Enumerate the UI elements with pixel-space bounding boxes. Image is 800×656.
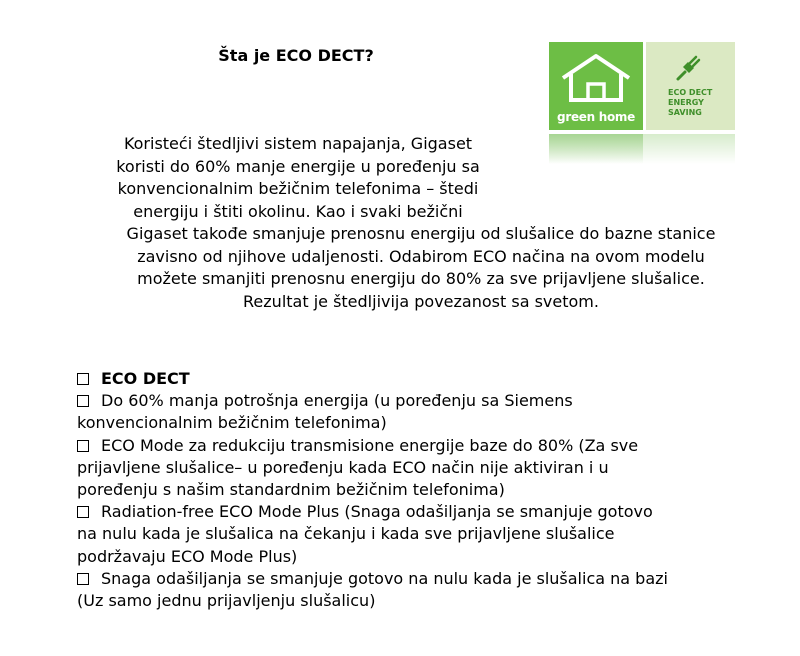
green-home-badge: [549, 42, 643, 130]
intro-line: Gigaset takođe smanjuje prenosnu energiju od slušalice do bazne stanice: [126, 224, 716, 243]
checkbox-icon: [77, 573, 89, 585]
intro-paragraph-bottom: [76, 223, 766, 313]
checkbox-icon: [77, 395, 89, 407]
logo-reflection: [549, 134, 735, 164]
house-icon: [559, 52, 633, 104]
eco-dect-badge: [646, 42, 735, 130]
green-home-text: green home: [557, 110, 635, 124]
intro-line: koristi do 60% manje energije u poređenju sa: [116, 156, 480, 176]
list-item: Do 60% manja potrošnja energija (u poređenju sa Siemens konvencionalnim bežičnim telefonima): [77, 391, 573, 433]
list-item: ECO DECT: [77, 368, 777, 390]
saving-label: SAVING: [668, 108, 702, 117]
checkbox-icon: [77, 440, 89, 452]
intro-line: zavisno od njihove udaljenosti. Odabirom ECO načina na ovom modelu: [137, 246, 705, 266]
intro-paragraph-top: [76, 133, 520, 223]
green-home-eco-dect-logo: [549, 42, 735, 172]
energy-label: ENERGY: [668, 98, 704, 107]
intro-line: Rezultat je štedljivija povezanost sa svetom.: [243, 291, 599, 311]
intro-line: Koristeći štedljivi sistem napajanja, Gigaset: [123, 134, 473, 153]
checkbox-icon: [77, 506, 89, 518]
list-item: Snaga odašiljanja se smanjuje gotovo na nulu kada je slušalica na bazi (Uz samo jednu prijavljenju slušalicu): [77, 568, 668, 611]
plug-icon: [674, 52, 704, 82]
list-item: ECO Mode za redukciju transmisione energije baze do 80% (Za sve prijavljene slušalice– u poređenju kada ECO način nije aktiviran i u poređenju s našim standardnim bežičnim telefonima): [77, 435, 639, 500]
feature-list: [77, 368, 777, 612]
intro-line: možete smanjiti prenosnu energiju do 80% za sve prijavljene slušalice.: [137, 269, 705, 288]
checkbox-icon: [77, 373, 89, 385]
list-item: Radiation-free ECO Mode Plus (Snaga odašiljanja se smanjuje gotovo na nulu kada je slušalica na čekanju i kada sve prijavljene slušalice podržavaju ECO Mode Plus): [77, 502, 653, 566]
eco-dect-label: ECO DECT: [668, 88, 713, 97]
page-title: Šta je ECO DECT?: [218, 46, 374, 65]
intro-line: konvencionalnim bežičnim telefonima – štedi: [117, 179, 479, 198]
intro-line: energiju i štiti okolinu. Kao i svaki bežični: [133, 201, 463, 221]
